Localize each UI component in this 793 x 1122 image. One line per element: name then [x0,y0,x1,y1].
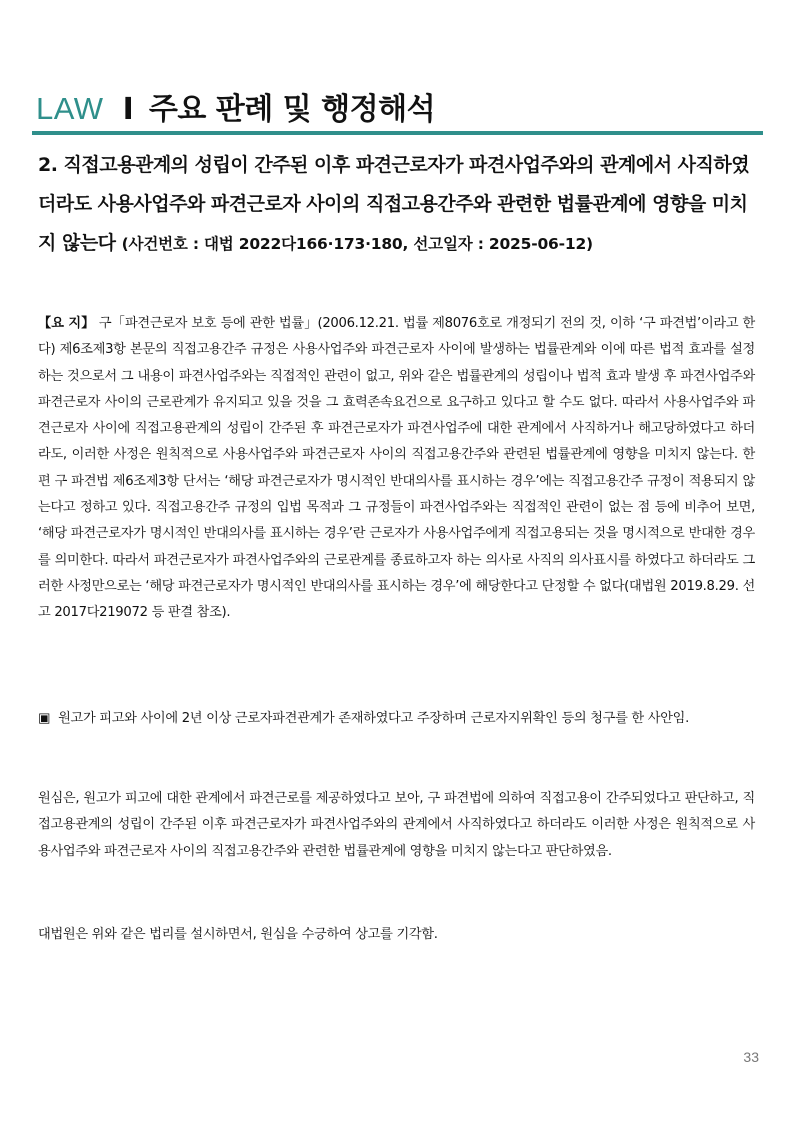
claim-paragraph [38,706,755,732]
supreme-ruling-text: 대법원은 위와 같은 법리를 설시하면서, 원심을 수긍하여 상고를 기각함. [38,927,438,942]
section-header [36,84,435,130]
supreme-ruling-paragraph [38,922,755,948]
summary-text: 구「파견근로자 보호 등에 관한 법률」(2006.12.21. 법률 제8076호로 개정되기 전의 것, 이하 ‘구 파견법’이라고 한다) 제6조제3항 본문의 직접고용간주 규정은 사용사업주와 파견근로자 사이에 발생하는 법률관계와 이에 따른 법적 효과를 설정하는 것으로서 그 내용이 파견사업주와는 직접적인 관련이 없고, 위와 같은 법률관계의 성립이나 법적 효과 발생 후 파견사업주와 파견근로자 사이의 근로관계가 유지되고 있을 것을 그 효력존속요건으로 요구하고 있다고 할 수도 없다. 따라서 사용사업주와 파견근로자 사이에 직접고용관계의 성립이 간주된 후 파견근로자가 파견사업주에 대한 관계에서 사직하거나 해고당하였다고 하더라도, 이러한 사정은 원칙적으로 사용사업주와 파견근로자 사이의 직접고용간주와 관련된 법률관계에 영향을 미치지 않는다. 한편 구 파견법 제6조제3항 단서는 ‘해당 파견근로자가 명시적인 반대의사를 표시하는 경우’에는 직접고용간주 규정이 적용되지 않는다고 정하고 있다. 직접고용간주 규정의 입법 목적과 그 규정들이 파견사업주와는 직접적인 관련이 없는 점 등에 비추어 보면, ‘해당 파견근로자가 명시적인 반대의사를 표시하는 경우’란 근로자가 사용사업주에게 직접고용되는 것을 명시적으로 반대한 경우를 의미한다. 따라서 파견근로자가 파견사업주와의 근로관계를 종료하고자 하는 의사로 사직의 의사표시를 하였다고 하더라도 그러한 사정만으로는 ‘해당 파견근로자가 명시적인 반대의사를 표시하는 경우’에 해당한다고 단정할 수 없다(대법원 2019.8.29. 선고 2017다219072 등 판결 참조). [38,316,755,621]
claim-text: 원고가 피고와 사이에 2년 이상 근로자파견관계가 존재하였다고 주장하며 근로자지위확인 등의 청구를 한 사안임. [58,711,689,726]
original-ruling-text: 원심은, 원고가 피고에 대한 관계에서 파견근로를 제공하였다고 보아, 구 파견법에 의하여 직접고용이 간주되었다고 판단하고, 직접고용관계의 성립이 간주된 이후 파견근로자가 파견사업주와의 관계에서 사직하였다고 하더라도 이러한 사정은 원칙적으로 사용사업주와 파견근로자 사이의 직접고용간주와 관련한 법률관계에 영향을 미치지 않는다고 판단하였음. [38,791,755,859]
section-separator: I [122,92,134,127]
case-meta: (사건번호 : 대법 2022다166·173·180, 선고일자 : 2025-06-12) [121,235,593,253]
square-bullet-icon: ▣ [38,711,51,726]
header-divider [32,131,763,135]
original-ruling-paragraph [38,786,755,865]
section-title: 주요 판례 및 행정해석 [148,92,436,127]
summary-label: 【요 지】 [38,316,95,331]
case-title: 2. 직접고용관계의 성립이 간주된 이후 파견근로자가 파견사업주와의 관계에서 사직하였더라도 사용사업주와 파견근로자 사이의 직접고용간주와 관련한 법률관계에 영향을 미치지 않는다 [38,154,750,254]
case-heading [38,146,753,264]
summary-paragraph [38,311,755,627]
section-label: LAW [36,91,104,126]
page-number: 33 [743,1049,759,1065]
